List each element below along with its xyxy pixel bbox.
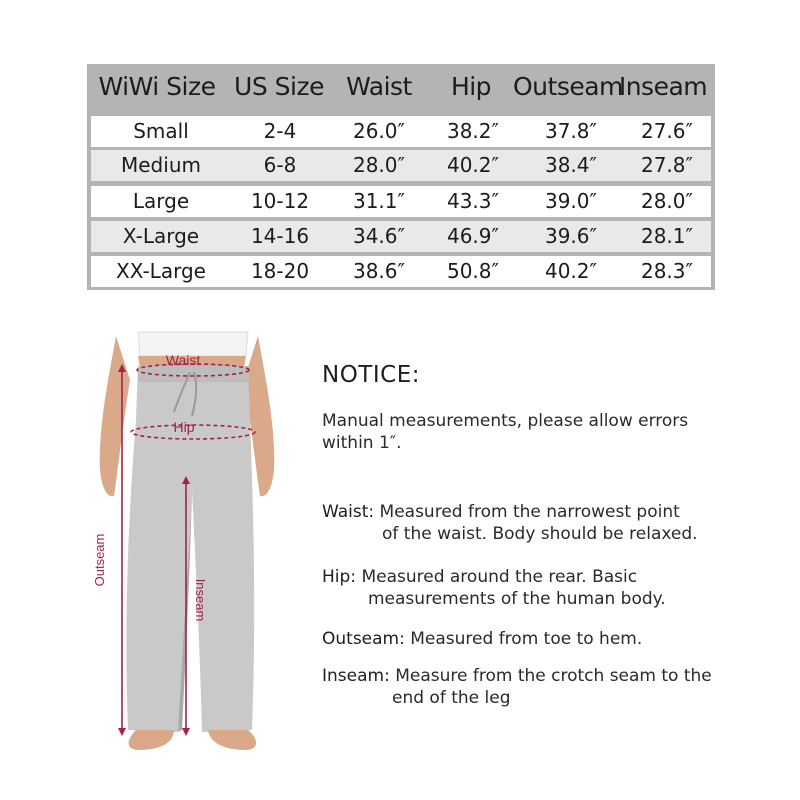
cell-inseam: 28.0″ bbox=[640, 189, 693, 213]
notice-intro bbox=[322, 410, 772, 454]
waist-note-line2: of the waist. Body should be relaxed. bbox=[382, 524, 698, 544]
cell-hip: 43.3″ bbox=[446, 189, 499, 213]
hip-note-line1: Measured around the rear. Basic bbox=[361, 567, 638, 587]
outseam-note-line1: Measured from toe to hem. bbox=[410, 629, 643, 649]
inseam-note-line2: end of the leg bbox=[392, 688, 511, 708]
table-header-row bbox=[87, 64, 715, 114]
hip-term: Hip: bbox=[322, 567, 357, 587]
cell-waist: 28.0″ bbox=[352, 153, 405, 177]
table-row bbox=[91, 150, 711, 181]
left-arm bbox=[100, 336, 130, 496]
inseam-note-line1: Measure from the crotch seam to the bbox=[395, 666, 712, 686]
outseam-label: Outseam bbox=[92, 533, 107, 587]
header-waist: Waist bbox=[346, 72, 412, 101]
notice-intro-line2: within 1″. bbox=[322, 433, 402, 453]
cell-hip: 38.2″ bbox=[446, 119, 499, 143]
cell-outseam: 38.4″ bbox=[544, 153, 597, 177]
size-chart-table bbox=[87, 64, 715, 290]
cell-size: Large bbox=[132, 189, 190, 213]
cell-outseam: 39.0″ bbox=[544, 189, 597, 213]
cell-size: Medium bbox=[121, 153, 201, 177]
cell-us-size: 6-8 bbox=[263, 153, 297, 177]
inseam-note bbox=[322, 665, 782, 709]
header-hip: Hip bbox=[450, 72, 492, 101]
waist-note-line1: Measured from the narrowest point bbox=[379, 502, 680, 522]
cell-outseam: 40.2″ bbox=[544, 259, 597, 283]
outseam-term: Outseam: bbox=[322, 629, 405, 649]
cell-outseam: 37.8″ bbox=[544, 119, 597, 143]
right-foot bbox=[208, 730, 256, 750]
table-row bbox=[91, 221, 711, 252]
notice-title: NOTICE: bbox=[322, 362, 420, 388]
inseam-label: Inseam bbox=[193, 578, 208, 622]
hip-note bbox=[322, 566, 782, 610]
hip-label: Hip bbox=[173, 419, 195, 435]
left-foot bbox=[129, 730, 174, 750]
cell-us-size: 2-4 bbox=[263, 119, 297, 143]
cell-inseam: 27.8″ bbox=[640, 153, 693, 177]
cell-size: Small bbox=[133, 119, 189, 143]
cell-outseam: 39.6″ bbox=[544, 224, 597, 248]
cell-waist: 31.1″ bbox=[352, 189, 405, 213]
cell-waist: 26.0″ bbox=[352, 119, 405, 143]
pants-measurement-figure bbox=[78, 320, 308, 790]
header-us-size: US Size bbox=[234, 72, 324, 101]
inseam-term: Inseam: bbox=[322, 666, 390, 686]
outseam-arrow-bottom bbox=[118, 728, 126, 736]
header-outseam: Outseam bbox=[513, 72, 623, 101]
cell-inseam: 28.3″ bbox=[640, 259, 693, 283]
cell-waist: 34.6″ bbox=[352, 224, 405, 248]
cell-hip: 50.8″ bbox=[446, 259, 499, 283]
cell-us-size: 14-16 bbox=[250, 224, 310, 248]
hip-note-line2: measurements of the human body. bbox=[368, 589, 666, 609]
cell-waist: 38.6″ bbox=[352, 259, 405, 283]
notice-intro-line1: Manual measurements, please allow errors bbox=[322, 411, 689, 431]
cell-inseam: 27.6″ bbox=[640, 119, 693, 143]
table-row bbox=[91, 256, 711, 287]
cell-hip: 46.9″ bbox=[446, 224, 499, 248]
waist-label: Waist bbox=[165, 352, 201, 368]
header-wiwi-size: WiWi Size bbox=[98, 72, 216, 101]
table-row bbox=[91, 186, 711, 217]
waistband bbox=[138, 366, 248, 382]
header-inseam: Inseam bbox=[618, 72, 708, 101]
cell-size: XX-Large bbox=[116, 259, 206, 283]
cell-hip: 40.2″ bbox=[446, 153, 499, 177]
outseam-note bbox=[322, 628, 782, 650]
inseam-arrow-bottom bbox=[182, 728, 190, 736]
cell-inseam: 28.1″ bbox=[640, 224, 693, 248]
waist-term: Waist: bbox=[322, 502, 375, 522]
waist-note bbox=[322, 501, 782, 545]
cell-size: X-Large bbox=[122, 224, 200, 248]
table-row bbox=[91, 116, 711, 147]
cell-us-size: 10-12 bbox=[250, 189, 310, 213]
cell-us-size: 18-20 bbox=[250, 259, 310, 283]
